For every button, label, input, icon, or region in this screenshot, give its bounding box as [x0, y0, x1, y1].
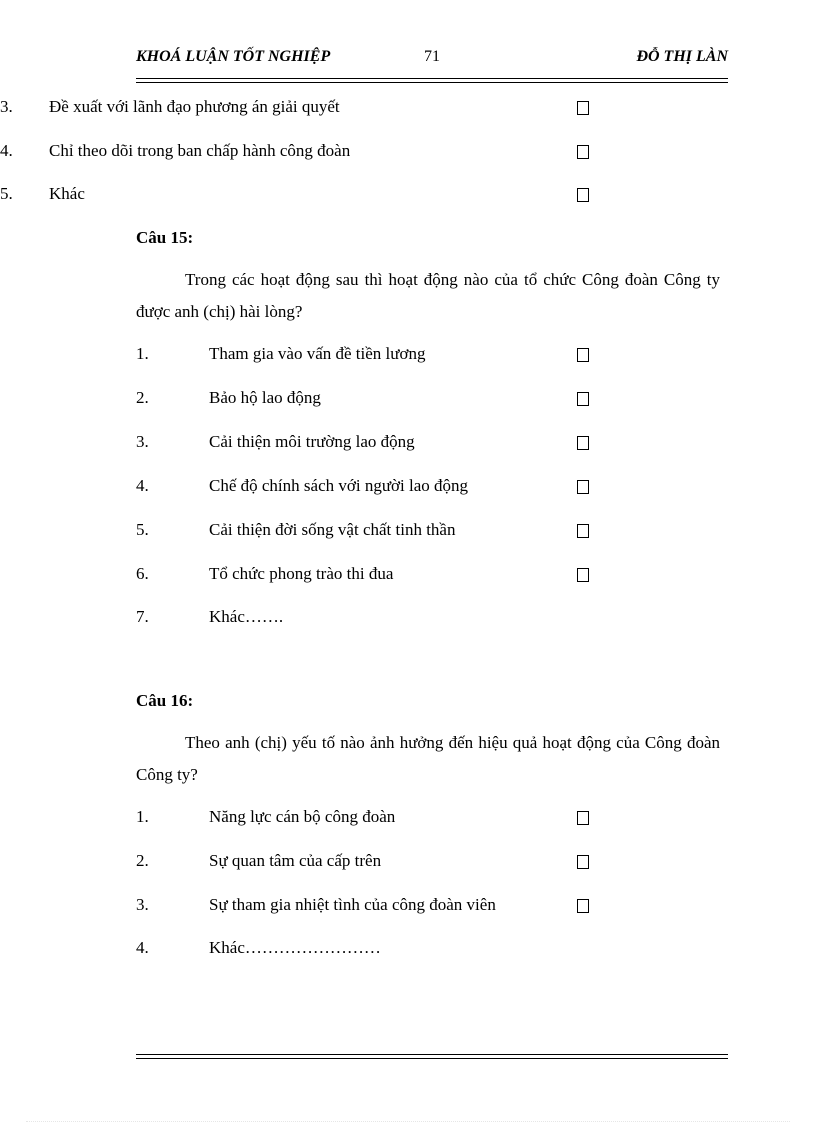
item-number: 4. — [136, 476, 149, 495]
item-text: Chế độ chính sách với người lao động — [209, 476, 469, 495]
item-number: 2. — [136, 851, 149, 870]
item-number: 4. — [136, 938, 149, 957]
list-item — [136, 344, 425, 364]
item-text: Đề xuất với lãnh đạo phương án giải quyết — [49, 97, 340, 116]
checkbox[interactable] — [577, 392, 589, 406]
list-item — [136, 938, 381, 958]
list-item — [136, 807, 395, 827]
item-text: Cải thiện đời sống vật chất tinh thần — [209, 520, 456, 539]
checkbox[interactable] — [577, 145, 589, 159]
item-text: Khác……. — [209, 607, 284, 626]
item-number: 3. — [0, 97, 13, 116]
header-rule-bottom — [136, 82, 728, 83]
checkbox[interactable] — [577, 899, 589, 913]
checkbox[interactable] — [577, 811, 589, 825]
list-item — [136, 607, 283, 627]
checkbox[interactable] — [577, 524, 589, 538]
checkbox[interactable] — [577, 568, 589, 582]
item-number: 7. — [136, 607, 149, 626]
checkbox[interactable] — [577, 480, 589, 494]
checkbox[interactable] — [577, 348, 589, 362]
checkbox[interactable] — [577, 101, 589, 115]
list-item — [136, 432, 415, 452]
question-16-title: Câu 16: — [136, 691, 194, 710]
item-text: Khác — [49, 184, 85, 203]
item-number: 1. — [136, 344, 149, 363]
item-number: 2. — [136, 388, 149, 407]
list-item — [136, 520, 455, 540]
item-number: 5. — [0, 184, 13, 203]
header-author: ĐỖ THỊ LÀN — [636, 48, 728, 65]
item-text: Sự quan tâm của cấp trên — [209, 851, 382, 870]
item-text: Sự tham gia nhiệt tình của công đoàn viên — [209, 895, 496, 914]
list-item — [0, 97, 340, 117]
header-rule-top — [136, 78, 728, 79]
item-text: Cải thiện môi trường lao động — [209, 432, 415, 451]
item-text: Tổ chức phong trào thi đua — [209, 564, 394, 583]
checkbox[interactable] — [577, 855, 589, 869]
item-number: 5. — [136, 520, 149, 539]
item-text: Bảo hộ lao động — [209, 388, 321, 407]
item-text: Chỉ theo dõi trong ban chấp hành công đoàn — [49, 141, 351, 160]
list-item — [136, 476, 468, 496]
list-item — [136, 564, 393, 584]
list-item — [136, 388, 321, 408]
question-15-title: Câu 15: — [136, 228, 194, 247]
question-16-text: Theo anh (chị) yếu tố nào ảnh hưởng đến hiệu quả hoạt động của Công đoàn Công ty? — [136, 733, 720, 784]
item-number: 1. — [136, 807, 149, 826]
question-15-text: Trong các hoạt động sau thì hoạt động nào của tổ chức Công đoàn Công ty được anh (chị) hài lòng? — [136, 270, 720, 321]
footer-rule-bottom — [136, 1058, 728, 1059]
checkbox[interactable] — [577, 188, 589, 202]
item-text: Tham gia vào vấn đề tiền lương — [209, 344, 426, 363]
list-item — [0, 141, 350, 161]
item-number: 3. — [136, 895, 149, 914]
page-edge-line — [26, 1121, 790, 1122]
item-number: 6. — [136, 564, 149, 583]
checkbox[interactable] — [577, 436, 589, 450]
list-item — [0, 184, 85, 204]
page-number: 71 — [424, 48, 440, 65]
item-number: 3. — [136, 432, 149, 451]
list-item — [136, 895, 496, 915]
header-thesis-title: KHOÁ LUẬN TỐT NGHIỆP — [136, 48, 331, 65]
item-number: 4. — [0, 141, 13, 160]
footer-rule-top — [136, 1054, 728, 1055]
page-header — [136, 48, 728, 70]
item-text: Khác…………………… — [209, 938, 381, 957]
item-text: Năng lực cán bộ công đoàn — [209, 807, 396, 826]
list-item — [136, 851, 381, 871]
